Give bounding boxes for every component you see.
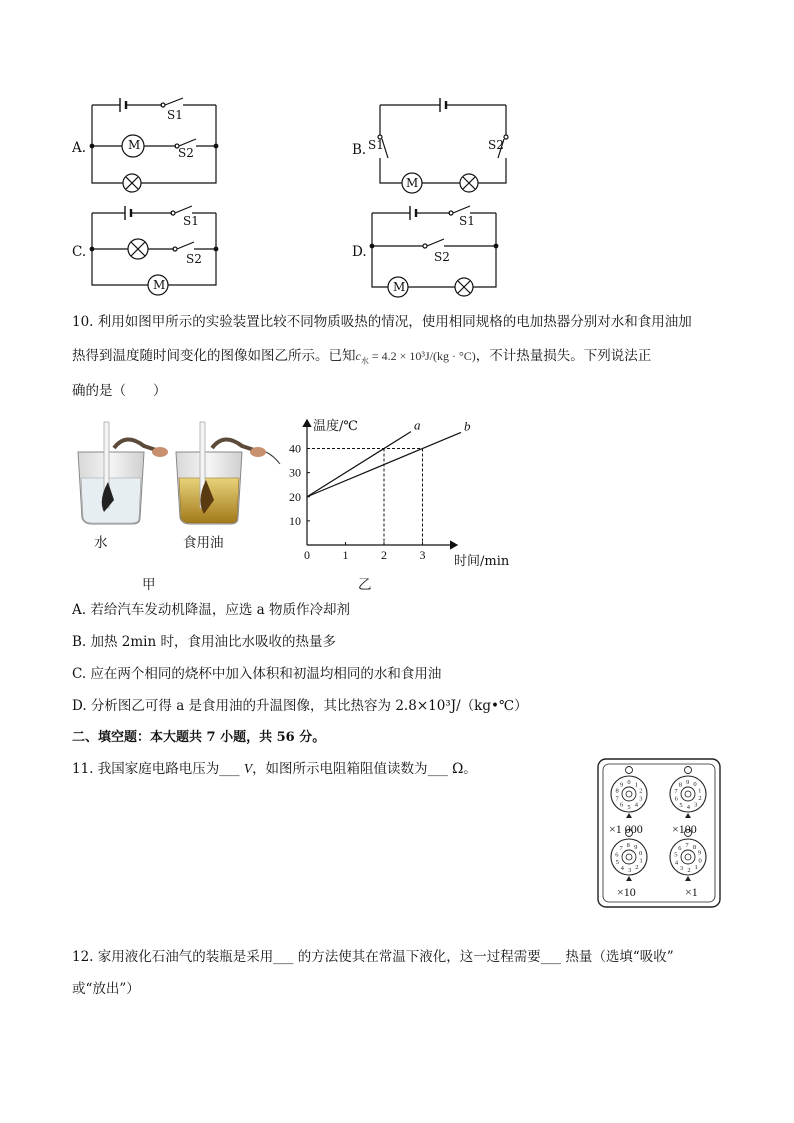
dial-digit: 8 [678,781,682,789]
dial-digit: 9 [686,779,690,787]
x-tick-label: 1 [342,548,349,562]
circuit-a-s2: S2 [178,146,194,160]
dial-digit: 5 [627,804,631,811]
circuit-a-label: A. [72,140,87,156]
series-b-line [307,432,461,496]
dial-digit: 5 [674,851,678,859]
dial-digit: 1 [694,863,698,871]
dial-digit: 5 [615,859,619,867]
x-tick-label: 2 [381,548,387,562]
circuit-a-motor: M [128,138,141,152]
dial-digit: 8 [615,787,619,795]
dial-digit: 9 [620,781,624,789]
q10-option-a: A. 若给汽车发动机降温，应选 a 物质作冷却剂 [72,602,350,618]
dial-digit: 0 [639,849,643,857]
dial-center-inner [626,791,632,797]
beaker-water-label: 水 [94,535,108,551]
q12-line1: 12. 家用液化石油气的装瓶是采用___ 的方法使其在常温下液化，这一过程需要___ 热量（选填“吸收” [72,949,674,965]
circuit-c-motor: M [153,278,166,292]
dial-digit: 7 [685,842,689,850]
y-tick-label: 40 [289,441,301,456]
series-b-label: b [464,418,471,434]
dial-digit: 2 [639,787,643,795]
dial-digit: 1 [634,781,638,789]
q10-option-b: B. 加热 2min 时，食用油比水吸收的热量多 [72,634,336,650]
q11-text: 11. 我国家庭电路电压为___ V，如图所示电阻箱阻值读数为___ Ω。 [72,761,477,777]
dial-digit: 6 [678,845,682,853]
circuit-a-s1: S1 [167,108,183,122]
temperature-chart [282,410,522,570]
dial-hole [685,767,692,774]
circuit-d-motor: M [393,280,406,294]
q10-option-c: C. 应在两个相同的烧杯中加入体积和初温均相同的水和食用油 [72,666,442,682]
dial-digit: 0 [698,857,702,865]
circuit-c-s2: S2 [186,252,202,266]
dial-digit: 6 [620,801,624,809]
dial-digit: 2 [698,795,702,803]
circuit-c-s1: S1 [183,214,199,228]
beaker-oil-label: 食用油 [183,535,224,551]
chart-ylabel: 温度/℃ [313,419,358,434]
dial-digit: 4 [686,803,690,811]
dial-digit: 4 [620,865,624,873]
dial-digit: 7 [674,787,678,795]
series-a-label: a [413,417,421,433]
q10-option-d: D. 分析图乙可得 a 是食用油的升温图像，其比热容为 2.8×10³J/（kg•℃） [72,698,528,714]
dial-digit: 7 [615,795,619,803]
formula: $c_水 = 4.2 \times 10^3J/(kg \cdot ^\circ C)$ [355,349,476,366]
y-tick-label: 20 [289,489,301,504]
multiplier-100: ×100 [672,822,697,836]
figure-yi-label: 乙 [358,577,372,593]
dial-center-inner [685,791,691,797]
beakers-figure [74,420,284,530]
x-tick-label: 3 [419,548,426,562]
dial-digit: 3 [628,866,632,874]
circuit-b-s2: S2 [488,138,504,152]
q10-line3: 确的是（ ） [72,383,167,399]
x-tick-label: 0 [304,548,310,562]
series-a-line [307,432,411,497]
circuit-b-label: B. [352,142,367,158]
section-heading: 二、填空题：本大题共 7 小题，共 56 分。 [72,730,326,745]
dial-digit: 3 [694,801,698,809]
dial-digit: 8 [692,843,697,851]
multiplier-1000: ×1 000 [609,822,643,836]
dial-digit: 6 [674,795,678,803]
q12-line2: 或“放出”） [72,981,140,997]
dial-digit: 8 [626,842,630,850]
circuit-d-label: D. [352,244,367,260]
y-tick-label: 10 [289,513,301,528]
dial-digit: 4 [634,801,638,809]
dial-digit: 7 [619,844,623,852]
circuit-d-s1: S1 [459,214,475,228]
circuit-b-s1: S1 [368,138,384,152]
y-tick-label: 30 [289,465,301,480]
circuit-c [70,203,230,303]
dial-digit: 2 [687,866,691,874]
dial-digit: 9 [634,843,638,851]
circuit-c-label: C. [72,244,87,260]
circuit-d-s2: S2 [434,250,450,264]
chart-xlabel: 时间/min [454,554,510,569]
dial-digit: 5 [679,801,683,809]
q10-line2: 热得到温度随时间变化的图像如图乙所示。已知$c_水 = 4.2 \times 10^3J/(kg \cdot ^\circ C)$，不计热量损失。下列说法正 [72,348,652,366]
dial-center-inner [626,854,632,860]
dial-digit: 1 [639,857,643,865]
figure-jia-label: 甲 [142,577,156,593]
dial-digit: 3 [639,795,643,803]
dial-digit: 1 [698,787,702,795]
q10-line1: 10. 利用如图甲所示的实验装置比较不同物质吸热的情况，使用相同规格的电加热器分别对水和食用油加 [72,314,692,330]
dial-digit: 3 [679,865,684,873]
multiplier-1: ×1 [685,885,698,899]
dial-digit: 0 [693,781,697,789]
dial-center-inner [685,854,691,860]
dial-digit: 9 [697,849,702,857]
dial-digit: 6 [615,851,619,859]
circuit-a [70,95,230,195]
multiplier-10: ×10 [617,885,636,899]
dial-digit: 4 [674,859,679,867]
dial-hole [626,767,633,774]
circuit-b-motor: M [406,176,419,190]
dial-digit: 0 [627,779,631,786]
dial-digit: 2 [635,864,639,872]
